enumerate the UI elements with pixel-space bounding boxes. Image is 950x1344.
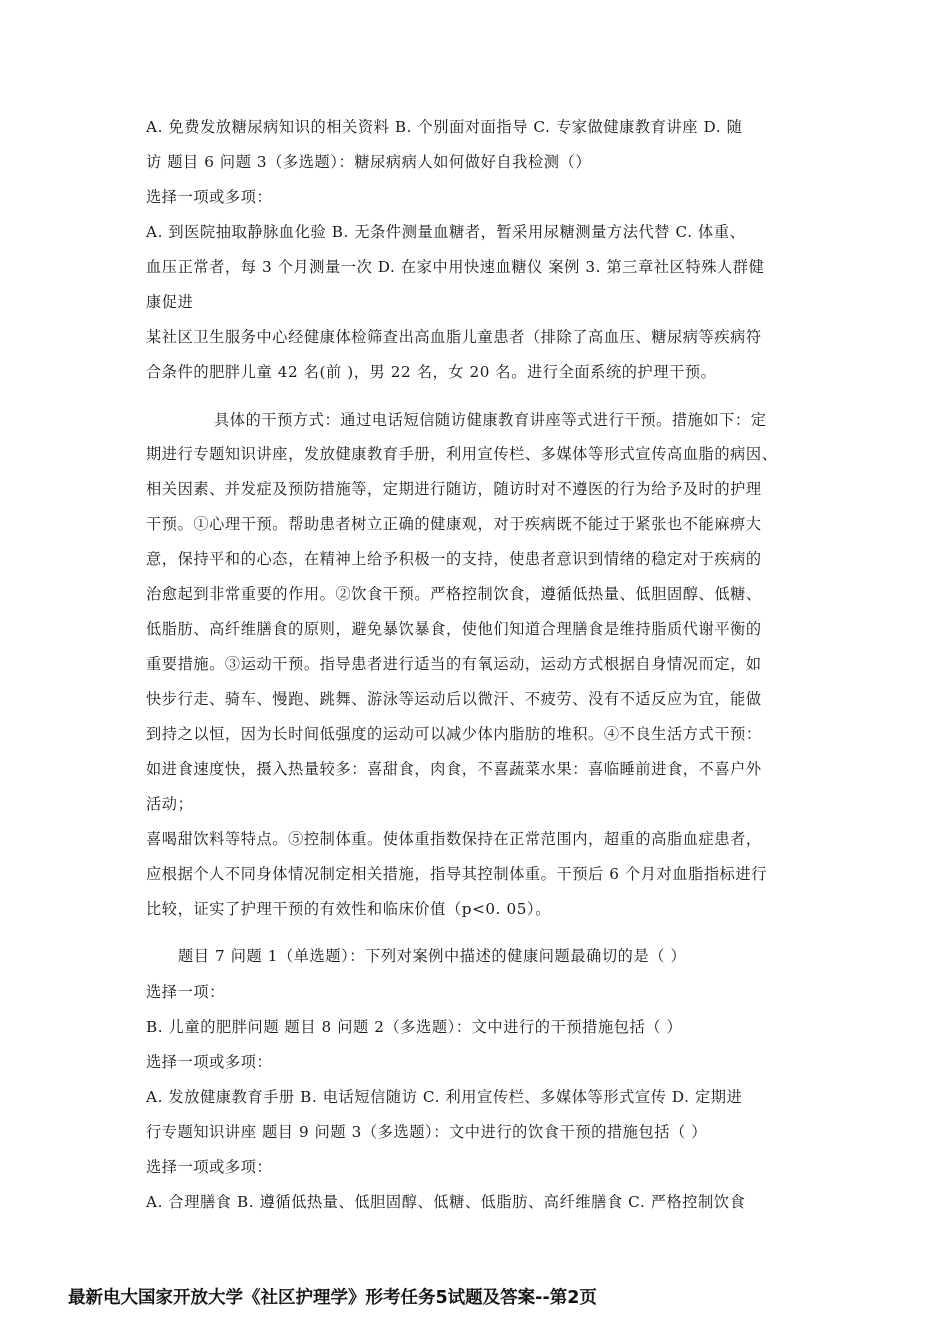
text-line: 重要措施。③运动干预。指导患者进行适当的有氧运动，运动方式根据自身情况而定，如 <box>146 655 762 673</box>
text-line: B. 儿童的肥胖问题 题目 8 问题 2（多选题）：文中进行的干预措施包括（ ） <box>146 1018 683 1036</box>
text-line: 选择一项或多项： <box>146 1158 273 1176</box>
text-line: 相关因素、并发症及预防措施等，定期进行随访，随访时对不遵医的行为给予及时的护理 <box>146 480 762 498</box>
text-line: 干预。①心理干预。帮助患者树立正确的健康观，对于疾病既不能过于紧张也不能麻痹大 <box>146 515 762 533</box>
text-line: 意，保持平和的心态，在精神上给予积极一的支持，使患者意识到情绪的稳定对于疾病的 <box>146 550 762 568</box>
text-line: 康促进 <box>146 293 194 311</box>
text-line: 治愈起到非常重要的作用。②饮食干预。严格控制饮食，遵循低热量、低胆固醇、低糖、 <box>146 585 762 603</box>
text-line: 活动； <box>146 795 194 813</box>
text-line: 选择一项或多项： <box>146 188 273 206</box>
text-line: 如进食速度快，摄入热量较多：喜甜食，肉食，不喜蔬菜水果：喜临睡前进食，不喜户外 <box>146 760 762 778</box>
text-line: 比较，证实了护理干预的有效性和临床价值（p<0. 05）。 <box>146 900 552 918</box>
text-line: A. 合理膳食 B. 遵循低热量、低胆固醇、低糖、低脂肪、高纤维膳食 C. 严格控制饮食 <box>146 1193 746 1211</box>
text-line: 到持之以恒，因为长时间低强度的运动可以减少体内脂肪的堆积。④不良生活方式干预： <box>146 725 762 743</box>
paragraph-first-line: 具体的干预方式：通过电话短信随访健康教育讲座等式进行干预。措施如下：定 <box>214 411 767 429</box>
text-line: 期进行专题知识讲座，发放健康教育手册，利用宣传栏、多媒体等形式宣传高血脂的病因、 <box>146 445 778 463</box>
text-line: A. 发放健康教育手册 B. 电话短信随访 C. 利用宣传栏、多媒体等形式宣传 D. 定期进 <box>146 1088 743 1106</box>
text-line: 合条件的肥胖儿童 42 名(前 )，男 22 名，女 20 名。进行全面系统的护理干预。 <box>146 363 717 381</box>
text-line: 血压正常者，每 3 个月测量一次 D. 在家中用快速血糖仪 案例 3. 第三章社区特殊人群健 <box>146 258 765 276</box>
text-line: 低脂肪、高纤维膳食的原则，避免暴饮暴食，使他们知道合理膳食是维持脂质代谢平衡的 <box>146 620 762 638</box>
text-line: 应根据个人不同身体情况制定相关措施，指导其控制体重。干预后 6 个月对血脂指标进行 <box>146 865 768 883</box>
text-line: A. 到医院抽取静脉血化验 B. 无条件测量血糖者，暂采用尿糖测量方法代替 C. 体重、 <box>146 223 746 241</box>
text-line: 行专题知识讲座 题目 9 问题 3（多选题）：文中进行的饮食干预的措施包括（ ） <box>146 1123 708 1141</box>
question-line: 题目 7 问题 1（单选题）：下列对案例中描述的健康问题最确切的是（ ） <box>178 947 687 965</box>
text-line: 选择一项或多项： <box>146 1053 273 1071</box>
text-line: 某社区卫生服务中心经健康体检筛查出高血脂儿童患者（排除了高血压、糖尿病等疾病符 <box>146 328 762 346</box>
text-line: 选择一项： <box>146 983 225 1001</box>
text-line: 访 题目 6 问题 3（多选题）：糖尿病病人如何做好自我检测（） <box>146 153 592 171</box>
text-line: 快步行走、骑车、慢跑、跳舞、游泳等运动后以微汗、不疲劳、没有不适反应为宜，能做 <box>146 690 762 708</box>
text-line: 喜喝甜饮料等特点。⑤控制体重。使体重指数保持在正常范围内，超重的高脂血症患者， <box>146 830 762 848</box>
text-line: A. 免费发放糖尿病知识的相关资料 B. 个别面对面指导 C. 专家做健康教育讲座 D. 随 <box>146 118 743 136</box>
page-footer: 最新电大国家开放大学《社区护理学》形考任务5试题及答案--第2页 <box>68 1288 597 1308</box>
